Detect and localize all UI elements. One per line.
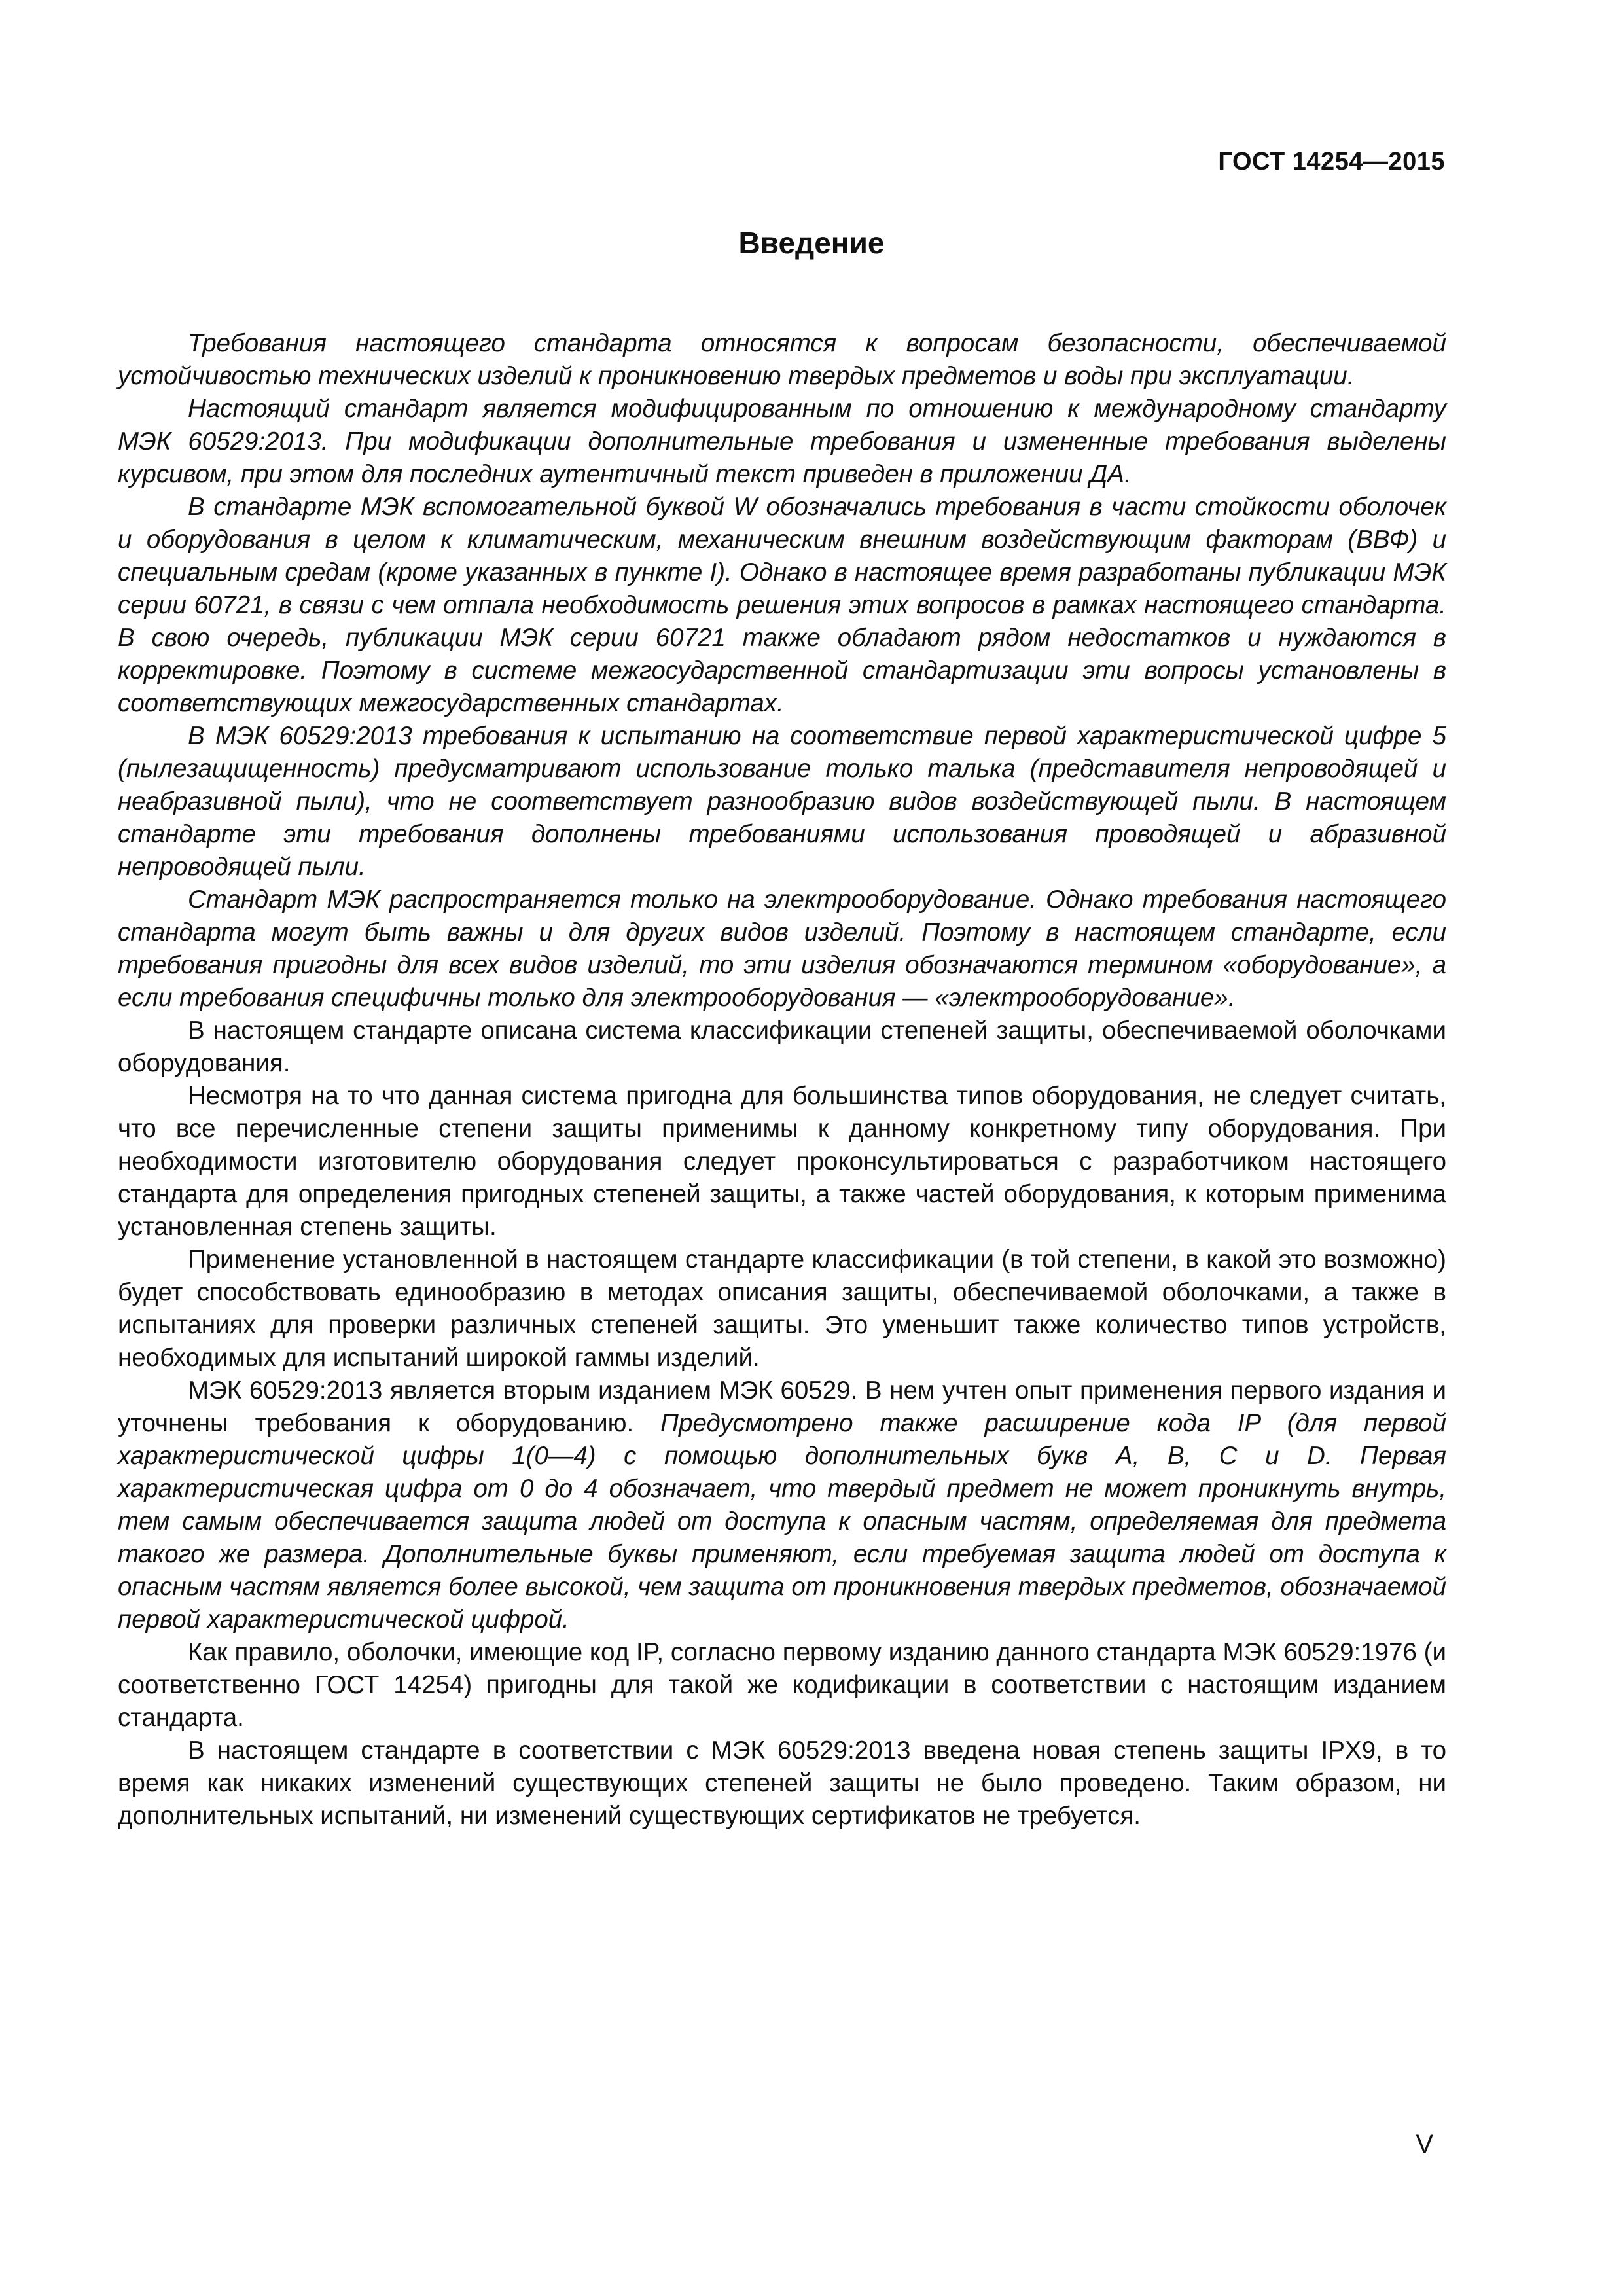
paragraph-text-italic: Предусмотрено также расширение кода IP (для первой характеристической цифры 1(0—4) с помощью дополнительных букв А, В, С и D. Первая характеристическая цифра от 0 до 4 обозначает, что твердый предмет не может проникнуть внутрь, тем самым обеспечивается защита людей от доступа к опасным частям, определяемая для предмета такого же размера. Дополнительные буквы применяют, если требуемая защита людей от доступа к опасным частям является более высокой, чем защита от проникновения твердых предметов, обозначаемой первой характеристической цифрой. xyxy=(118,1409,1446,1634)
paragraph xyxy=(118,1014,1446,1080)
paragraph-text: Как правило, оболочки, имеющие код IP, согласно первому изданию данного стандарта МЭК 60529:1976 (и соответственно ГОСТ 14254) пригодны для такой же кодификации в соответствии с настоящим изданием стандарта. xyxy=(118,1638,1446,1732)
paragraph-text: Требования настоящего стандарта относятся к вопросам безопасности, обеспечиваемой устойчивостью технических изделий к проникновению твердых предметов и воды при эксплуатации. xyxy=(118,329,1446,390)
paragraph xyxy=(118,720,1446,884)
paragraph-text: В МЭК 60529:2013 требования к испытанию на соответствие первой характеристической цифре 5 (пылезащищенность) предусматривают использование только талька (представителя непроводящей и неабразивной пыли), что не соответствует разнообразию видов воздействующей пыли. В настоящем стандарте эти требования дополнены требованиями использования проводящей и абразивной непроводящей пыли. xyxy=(118,722,1446,881)
page-number: V xyxy=(1416,2130,1433,2159)
paragraph xyxy=(118,393,1446,491)
section-title: Введение xyxy=(738,226,885,260)
paragraph xyxy=(118,1734,1446,1833)
introduction-body xyxy=(118,327,1446,1833)
paragraph-text: Несмотря на то что данная система пригодна для большинства типов оборудования, не следует считать, что все перечисленные степени защиты применимы к данному конкретному типу оборудования. При необходимости изготовителю оборудования следует проконсультироваться с разработчиком настоящего стандарта для определения пригодных степеней защиты, а также частей оборудования, к которым применима установленная степень защиты. xyxy=(118,1082,1446,1241)
paragraph-text: Настоящий стандарт является модифицированным по отношению к международному стандарту МЭК 60529:2013. При модификации дополнительные требования и измененные требования выделены курсивом, при этом для последних аутентичный текст приведен в приложении ДА. xyxy=(118,395,1446,488)
paragraph xyxy=(118,327,1446,393)
paragraph xyxy=(118,1080,1446,1244)
paragraph xyxy=(118,1636,1446,1734)
paragraph-text: В стандарте МЭК вспомогательной буквой W обозначались требования в части стойкости оболочек и оборудования в целом к климатическим, механическим внешним воздействующим факторам (ВВФ) и специальным средам (кроме указанных в пункте I). Однако в настоящее время разработаны публикации МЭК серии 60721, в связи с чем отпала необходимость решения этих вопросов в рамках настоящего стандарта. В свою очередь, публикации МЭК серии 60721 также обладают рядом недостатков и нуждаются в корректировке. Поэтому в системе межгосударственной стандартизации эти вопросы установлены в соответствующих межгосударственных стандартах. xyxy=(118,493,1446,717)
paragraph-text: В настоящем стандарте описана система классификации степеней защиты, обеспечиваемой оболочками оборудования. xyxy=(118,1016,1446,1077)
document-code: ГОСТ 14254—2015 xyxy=(1218,148,1445,175)
paragraph xyxy=(118,884,1446,1014)
paragraph xyxy=(118,1244,1446,1374)
paragraph-text: МЭК 60529:2013 является вторым изданием МЭК 60529. В нем учтен опыт применения первого издания и уточнены требования к оборудованию. xyxy=(118,1376,1446,1437)
paragraph-text: Применение установленной в настоящем стандарте классификации (в той степени, в какой это возможно) будет способствовать единообразию в методах описания защиты, обеспечиваемой оболочками, а также в испытаниях для проверки различных степеней защиты. Это уменьшит также количество типов устройств, необходимых для испытаний широкой гаммы изделий. xyxy=(118,1246,1446,1372)
paragraph-text: В настоящем стандарте в соответствии с МЭК 60529:2013 введена новая степень защиты IPX9, в то время как никаких изменений существующих степеней защиты не было проведено. Таким образом, ни дополнительных испытаний, ни изменений существующих сертификатов не требуется. xyxy=(118,1736,1446,1830)
paragraph-text: Стандарт МЭК распространяется только на электрооборудование. Однако требования настоящего стандарта могут быть важны и для других видов изделий. Поэтому в настоящем стандарте, если требования пригодны для всех видов изделий, то эти изделия обозначаются термином «оборудование», а если требования специфичны только для электрооборудования — «электрооборудование». xyxy=(118,886,1446,1012)
paragraph xyxy=(118,491,1446,720)
paragraph xyxy=(118,1374,1446,1636)
